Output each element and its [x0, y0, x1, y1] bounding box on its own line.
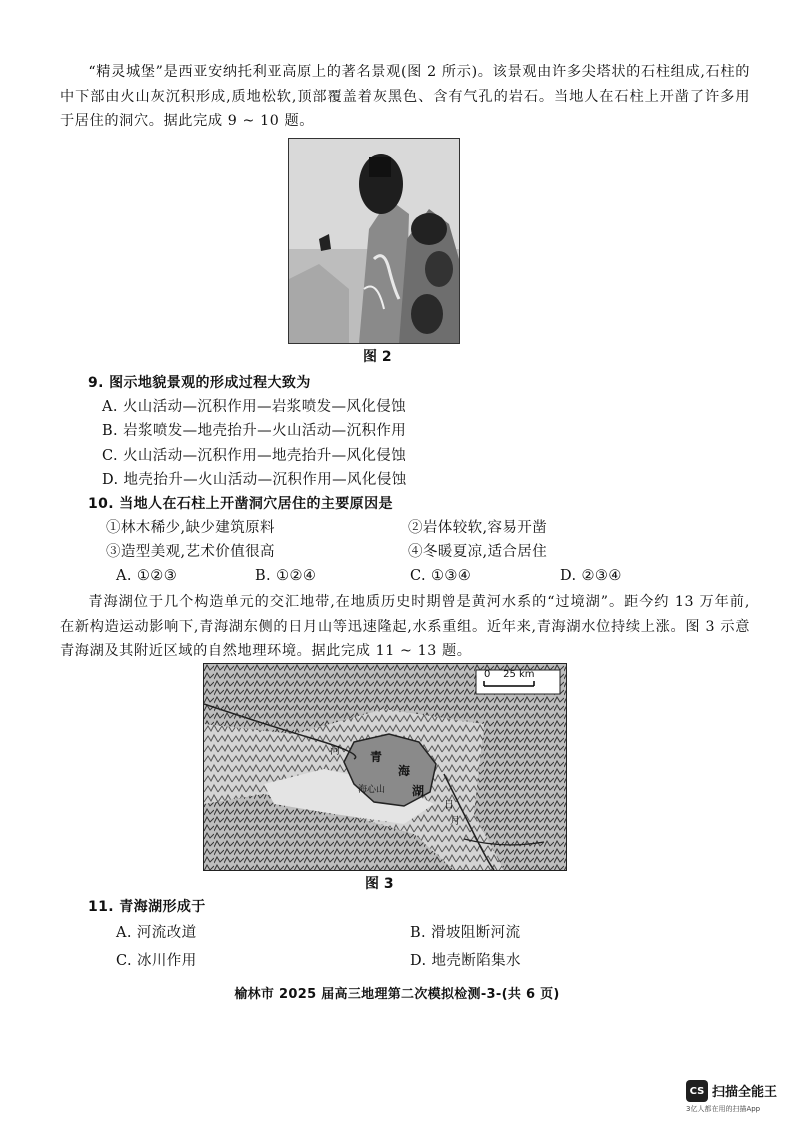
- map-lake-label-qing: 青: [370, 750, 383, 764]
- q10-item-3: ③造型美观,艺术价值很高: [106, 544, 275, 560]
- q10-item-1: ①林木稀少,缺少建筑原料: [106, 520, 275, 536]
- q11-option-d: D. 地壳断陷集水: [410, 953, 521, 969]
- q10-option-c: C. ①③④: [410, 568, 472, 584]
- q10-option-a: A. ①②③: [116, 568, 178, 584]
- camscanner-logo-icon: CS: [686, 1080, 708, 1102]
- figure-2-caption: 图 2: [363, 349, 392, 365]
- map-river-label: 河: [330, 746, 340, 757]
- map-mountain-label-yue: 月: [450, 816, 460, 827]
- map-scale-label: 0 25 km: [484, 669, 535, 680]
- passage-qinghai-lake: 青海湖位于几个构造单元的交汇地带,在地质历史时期曾是黄河水系的“过境湖”。距今约 13 万年前,在新构造运动影响下,青海湖东侧的日月山等迅速隆起,水系重组。近年来,青海湖水位持续上涨。图 3 示意青海湖及其附近区域的自然地理环境。据此完成 11 ~ 13 题。: [60, 594, 750, 659]
- qinghai-lake-relief-map: [204, 664, 566, 870]
- camscanner-tagline: 3亿人都在用的扫描App: [686, 1105, 761, 1113]
- map-lake-label-hu: 湖: [412, 784, 425, 798]
- camscanner-name: 扫描全能王: [712, 1085, 778, 1100]
- question-10-stem: 10. 当地人在石柱上开凿洞穴居住的主要原因是: [88, 496, 393, 512]
- q9-option-d: D. 地壳抬升—火山活动—沉积作用—风化侵蚀: [102, 472, 407, 488]
- passage-fairy-chimney: “精灵城堡”是西亚安纳托利亚高原上的著名景观(图 2 所示)。该景观由许多尖塔状的石柱组成,石柱的中下部由火山灰沉积形成,质地松软,顶部覆盖着灰黑色、含有气孔的岩石。当地人在石柱上开凿了许多用于居住的洞穴。据此完成 9 ~ 10 题。: [60, 64, 750, 129]
- q11-option-b: B. 滑坡阻断河流: [410, 925, 521, 941]
- q11-option-c: C. 冰川作用: [116, 953, 197, 969]
- map-lake-label-hai: 海: [398, 764, 411, 778]
- figure-2-photo: [288, 138, 460, 344]
- figure-3-map: [203, 663, 567, 871]
- q9-option-a: A. 火山活动—沉积作用—岩浆喷发—风化侵蚀: [102, 399, 406, 415]
- figure-3-caption: 图 3: [365, 876, 394, 892]
- q9-option-b: B. 岩浆喷发—地壳抬升—火山活动—沉积作用: [102, 423, 407, 439]
- map-island-label: 海心山: [358, 785, 386, 795]
- q10-option-d: D. ②③④: [560, 568, 622, 584]
- question-11-stem: 11. 青海湖形成于: [88, 899, 206, 915]
- map-mountain-label-ri: 日: [444, 800, 454, 811]
- rock-pillar-image: [289, 139, 459, 343]
- q10-item-4: ④冬暖夏凉,适合居住: [408, 544, 548, 560]
- q11-option-a: A. 河流改道: [116, 925, 197, 941]
- page-footer: 榆林市 2025 届高三地理第二次模拟检测-3-(共 6 页): [234, 987, 560, 1002]
- question-9-stem: 9. 图示地貌景观的形成过程大致为: [88, 375, 311, 391]
- q10-item-2: ②岩体较软,容易开凿: [408, 520, 548, 536]
- q9-option-c: C. 火山活动—沉积作用—地壳抬升—风化侵蚀: [102, 448, 407, 464]
- q10-option-b: B. ①②④: [255, 568, 317, 584]
